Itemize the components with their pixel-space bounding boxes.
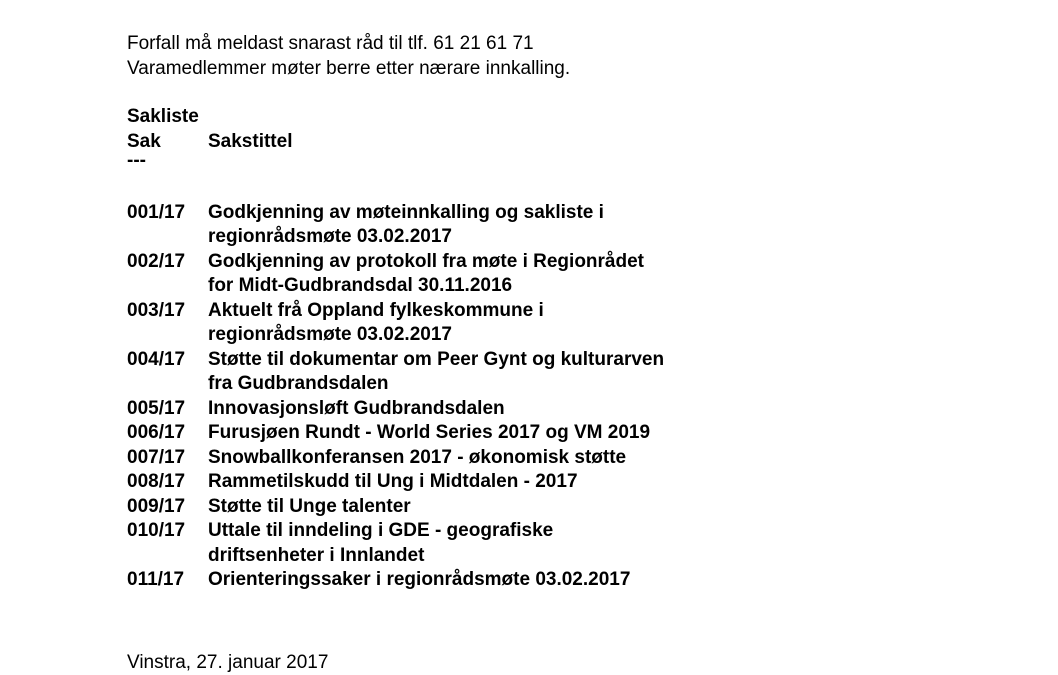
agenda-item-title-line: regionrådsmøte 03.02.2017 xyxy=(208,324,452,345)
agenda-item-title-line: Furusjøen Rundt - World Series 2017 og VM 2019 xyxy=(208,422,651,443)
agenda-item-title xyxy=(208,519,553,568)
agenda-item-title xyxy=(208,201,604,250)
header-separator: --- xyxy=(127,150,146,171)
place-date: Vinstra, 27. januar 2017 xyxy=(127,652,329,673)
agenda-item-title-line: fra Gudbrandsdalen xyxy=(208,373,389,394)
agenda-item-title-line: Snowballkonferansen 2017 - økonomisk støtte xyxy=(208,446,627,468)
absence-notice: Forfall må meldast snarast råd til tlf. 61 21 61 71 xyxy=(127,33,534,54)
agenda-item xyxy=(127,421,664,446)
agenda-heading: Sakliste xyxy=(127,106,199,127)
agenda-item-number: 005/17 xyxy=(127,397,186,419)
agenda-item-number: 004/17 xyxy=(127,348,186,370)
agenda-item-title-line: driftsenheter i Innlandet xyxy=(208,544,425,566)
agenda-item xyxy=(127,397,664,422)
agenda-item-title xyxy=(208,250,644,299)
agenda-item-number: 008/17 xyxy=(127,471,186,492)
agenda-item-title xyxy=(208,299,544,348)
agenda-item-number: 006/17 xyxy=(127,422,186,443)
agenda-item-title-line: Godkjenning av protokoll fra møte i Regionrådet xyxy=(208,250,644,272)
agenda-item xyxy=(127,446,664,471)
agenda-item-title-line: regionrådsmøte 03.02.2017 xyxy=(208,226,452,247)
agenda-item-title xyxy=(208,348,664,397)
agenda-item-title xyxy=(208,397,505,422)
agenda-item-number: 011/17 xyxy=(127,569,185,590)
agenda-item-title xyxy=(208,470,578,495)
agenda xyxy=(127,105,664,593)
agenda-item-number: 010/17 xyxy=(127,520,186,541)
agenda-item-number: 007/17 xyxy=(127,446,186,468)
agenda-item-title xyxy=(208,421,650,446)
agenda-item-number: 009/17 xyxy=(127,495,186,517)
agenda-item-title xyxy=(208,568,630,593)
agenda-item-number: 002/17 xyxy=(127,250,186,272)
agenda-item xyxy=(127,470,664,495)
agenda-items xyxy=(127,201,664,593)
agenda-item-title-line: Støtte til dokumentar om Peer Gynt og kulturarven xyxy=(208,348,665,370)
agenda-header-row xyxy=(127,130,664,155)
agenda-item xyxy=(127,299,664,348)
agenda-item-title-line: Godkjenning av møteinnkalling og sakliste i xyxy=(208,201,604,223)
agenda-item xyxy=(127,519,664,568)
agenda-item xyxy=(127,495,664,520)
agenda-item-number: 001/17 xyxy=(127,201,186,223)
agenda-item-title-line: Innovasjonsløft Gudbrandsdalen xyxy=(208,397,505,419)
agenda-item-title-line: Rammetilskudd til Ung i Midtdalen - 2017 xyxy=(208,471,578,492)
agenda-item-number: 003/17 xyxy=(127,299,186,321)
intro-text xyxy=(127,31,570,81)
agenda-item-title-line: for Midt-Gudbrandsdal 30.11.2016 xyxy=(208,275,513,296)
agenda-item xyxy=(127,348,664,397)
agenda-item xyxy=(127,201,664,250)
agenda-item-title xyxy=(208,495,411,520)
agenda-item xyxy=(127,250,664,299)
agenda-item-title-line: Uttale til inndeling i GDE - geografiske xyxy=(208,520,554,541)
substitute-notice: Varamedlemmer møter berre etter nærare innkalling. xyxy=(127,58,571,79)
column-header-title: Sakstittel xyxy=(208,130,293,152)
agenda-item xyxy=(127,568,664,593)
column-header-sak: Sak xyxy=(127,130,161,152)
agenda-item-title-line: Støtte til Unge talenter xyxy=(208,495,411,517)
agenda-item-title-line: Aktuelt frå Oppland fylkeskommune i xyxy=(208,299,544,321)
agenda-item-title-line: Orienteringssaker i regionrådsmøte 03.02.2017 xyxy=(208,569,631,590)
agenda-item-title xyxy=(208,446,626,471)
